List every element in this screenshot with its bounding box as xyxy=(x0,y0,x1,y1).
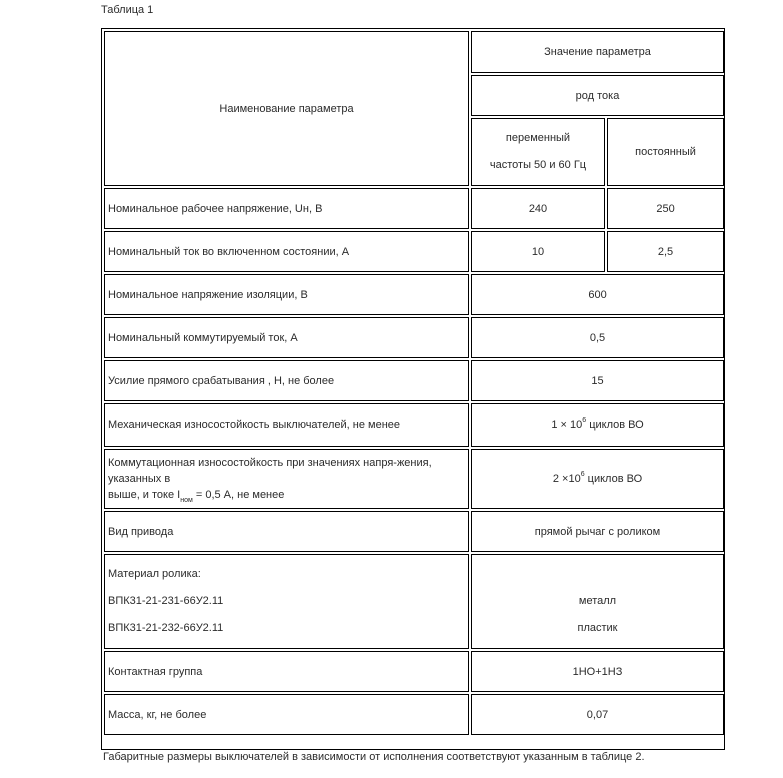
table-row xyxy=(104,317,724,358)
header-ac-line1: переменный xyxy=(505,132,571,144)
comm-wear-name-line2-suffix: = 0,5 А, не менее xyxy=(192,489,285,501)
row-switched-current-value: 0,5 xyxy=(471,317,724,358)
row-drive-name: Вид привода xyxy=(104,511,469,552)
row-voltage-name: Номинальное рабочее напряжение, Uн, В xyxy=(104,188,469,229)
header-param-name: Наименование параметра xyxy=(104,31,469,186)
table-row xyxy=(104,511,724,552)
row-roller-value xyxy=(471,554,724,649)
table-row xyxy=(104,403,724,447)
table-row xyxy=(104,694,724,735)
row-voltage-dc: 250 xyxy=(607,188,724,229)
row-force-name: Усилие прямого срабатывания , Н, не более xyxy=(104,360,469,401)
comm-wear-suffix: циклов ВО xyxy=(584,473,643,485)
table-row xyxy=(104,651,724,692)
table-row xyxy=(104,554,724,649)
mech-wear-suffix: циклов ВО xyxy=(586,419,644,431)
comm-wear-name-line1: Коммутационная износостойкость при значениях напря-жения, указанных в xyxy=(108,457,432,485)
roller-value-1: металл xyxy=(578,595,617,607)
roller-variant-1: ВПК31-21-231-66У2.11 xyxy=(108,595,224,607)
header-param-value: Значение параметра xyxy=(471,31,724,73)
table-row xyxy=(104,231,724,272)
header-dc: постоянный xyxy=(607,118,724,186)
mech-wear-exponent: 6 xyxy=(582,417,587,424)
row-current-dc: 2,5 xyxy=(607,231,724,272)
header-current-type: род тока xyxy=(471,75,724,116)
row-comm-wear-value xyxy=(471,449,724,509)
row-current-name: Номинальный ток во включенном состоянии, А xyxy=(104,231,469,272)
row-voltage-ac: 240 xyxy=(471,188,605,229)
header-ac-line2: частоты 50 и 60 Гц xyxy=(489,159,587,171)
table-row xyxy=(104,360,724,401)
mech-wear-prefix: 1 × 10 xyxy=(551,419,583,431)
parameters-table xyxy=(102,29,726,737)
row-contacts-name: Контактная группа xyxy=(104,651,469,692)
row-mech-wear-value xyxy=(471,403,724,447)
header-ac xyxy=(471,118,605,186)
roller-variant-2: ВПК31-21-232-66У2.11 xyxy=(108,622,224,634)
parameters-table-frame xyxy=(101,28,725,750)
row-mass-name: Масса, кг, не более xyxy=(104,694,469,735)
row-current-ac: 10 xyxy=(471,231,605,272)
row-force-value: 15 xyxy=(471,360,724,401)
row-mass-value: 0,07 xyxy=(471,694,724,735)
row-contacts-value: 1НО+1НЗ xyxy=(471,651,724,692)
row-mech-wear-name: Механическая износостойкость выключателей, не менее xyxy=(104,403,469,447)
row-drive-value: прямой рычаг с роликом xyxy=(471,511,724,552)
comm-wear-exponent: 6 xyxy=(580,471,585,478)
comm-wear-name-subscript: ном xyxy=(180,497,193,504)
table-row xyxy=(104,188,724,229)
row-comm-wear-name xyxy=(104,449,469,509)
comm-wear-prefix: 2 ×10 xyxy=(552,473,581,485)
table-row xyxy=(104,449,724,509)
roller-name-label: Материал ролика: xyxy=(108,568,201,580)
comm-wear-name-line2-prefix: выше, и токе I xyxy=(108,489,181,501)
table-row xyxy=(104,274,724,315)
table-caption: Таблица 1 xyxy=(101,4,154,16)
roller-value-2: пластик xyxy=(577,622,618,634)
row-switched-current-name: Номинальный коммутируемый ток, А xyxy=(104,317,469,358)
footer-note: Габаритные размеры выключателей в зависимости от исполнения соответствуют указанным в таблице 2. xyxy=(103,751,645,763)
row-insulation-name: Номинальное напряжение изоляции, В xyxy=(104,274,469,315)
row-roller-name xyxy=(104,554,469,649)
row-insulation-value: 600 xyxy=(471,274,724,315)
